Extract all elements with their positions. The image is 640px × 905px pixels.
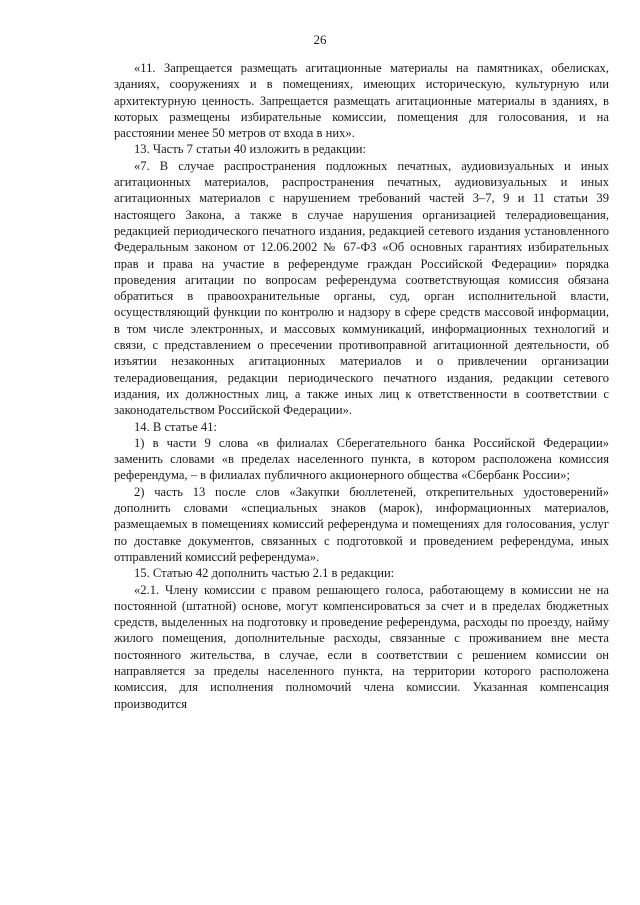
paragraph-item-14: 14. В статье 41:: [134, 419, 218, 434]
page-number: 26: [313, 32, 327, 47]
paragraph-quote-part-2-1: «2.1. Члену комиссии с правом решающего голоса, работающему в комиссии не на постоянной (штатной) основе, могут компенсироваться за счет и в пределах бюджетных средств, выделенных на подготовку и проведение референдума, расходы по проезду, найму жилого помещения, дополнительные расходы, связанные с проживанием вне места постоянного жительства, в случае, если в соответствии с решением комиссии он направляется за пределы населенного пункта, на территории которого расположена комиссия, для исполнения полномочий члена комиссии. Указанная компенсация производится: [114, 582, 609, 711]
paragraph-subitem-2: 2) часть 13 после слов «Закупки бюллетеней, открепительных удостоверений» дополнить словами «специальных знаков (марок), информационных материалов, размещаемых в помещениях комиссий референдума и помещениях для голосования, услуг по доставке документов, связанных с подготовкой и проведением референдума, иных отправлений комиссий референдума».: [114, 484, 609, 564]
document-body: [114, 60, 609, 712]
paragraph-quote-part-7: «7. В случае распространения подложных печатных, аудиовизуальных и иных агитационных материалов, распространения печатных, аудиовизуальных и иных агитационных материалов с нарушением требований частей 3–7, 9 и 11 статьи 39 настоящего Закона, а также в случае нарушения организацией телерадиовещания, редакцией периодического печатного издания, редакцией сетевого издания установленного Федеральным законом от 12.06.2002 № 67-ФЗ «Об основных гарантиях избирательных прав и права на участие в референдуме граждан Российской Федерации» порядка проведения агитации по вопросам референдума соответствующая комиссия обязана обратиться в правоохранительные органы, суд, орган исполнительной власти, осуществляющий функции по контролю и надзору в сфере средств массовой информации, в том числе электронных, и массовых коммуникаций, информационных технологий и связи, с представлением о пресечении противоправной агитационной деятельности, об изъятии незаконных агитационных материалов и о привлечении организации телерадиовещания, редакции периодического печатного издания, редакции сетевого издания, их должностных лиц, а также иных лиц к ответственности в соответствии с законодательством Российской Федерации».: [114, 158, 609, 418]
paragraph-item-13: 13. Часть 7 статьи 40 изложить в редакции:: [134, 142, 366, 157]
paragraph-quote-part-11: «11. Запрещается размещать агитационные материалы на памятниках, обелисках, зданиях, сооружениях и в помещениях, имеющих историческую, культурную или архитектурную ценность. Запрещается размещать агитационные материалы в зданиях, в которых размещены избирательные комиссии, помещения для голосования, и на расстоянии менее 50 метров от входа в них».: [114, 61, 609, 141]
paragraph-item-15: 15. Статью 42 дополнить частью 2.1 в редакции:: [134, 566, 395, 581]
paragraph-subitem-1: 1) в части 9 слова «в филиалах Сберегательного банка Российской Федерации» заменить словами «в пределах населенного пункта, в котором расположена комиссия референдума, – в филиалах публичного акционерного общества «Сбербанк России»;: [114, 435, 609, 483]
